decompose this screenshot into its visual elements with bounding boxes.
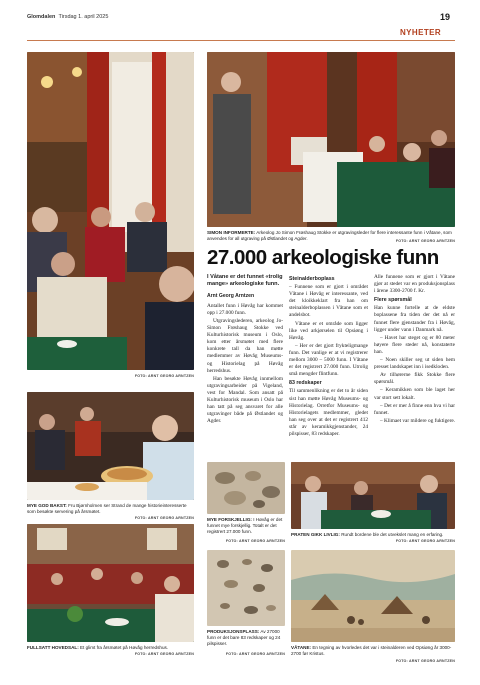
finds-credit: FOTO: ARNT GEORG ARNTZEN [225, 539, 285, 543]
bottom-left-photo [27, 524, 194, 642]
masthead [27, 14, 108, 20]
header-rule [27, 40, 455, 41]
main-photo [27, 52, 194, 370]
col3-subhead-1: Flere spørsmål [374, 297, 412, 304]
col3-p4: – Noen skiller seg ut siden hem presset landskapet inn i isedkloden. [374, 357, 455, 371]
col1-p2: Utgravingslederen, arkeolog Jo-Simon Frøshaug Stokke ved Kulturhistorisk museum i Oslo, kom etter årsmøtet med flere konkrete tall da han møtte medlemmer av Høvåg Museums- og Historielag på Høvåg herredshus. [207, 317, 283, 374]
col3-p3: – Havet har steget og er 80 meter høyere flere steder nå, konstaterte han. [374, 334, 455, 355]
article-lead: I Våtane er det funnet «trolig mange» arkeologiske funn. [207, 274, 283, 288]
issue-date: Tirsdag 1. april 2025 [58, 14, 109, 20]
chatting-photo [291, 462, 455, 529]
col3-p6: – Keramikken som ble laget her var stort sett lokalt. [374, 387, 455, 401]
top-right-photo [207, 52, 455, 227]
photo-finds-image [207, 462, 285, 514]
article-column-2 [289, 274, 368, 439]
bottom-left-caption-title: FULLSATT HOVEDSAL: [27, 645, 79, 650]
col2-subhead-1: Steinalderboplass [289, 276, 335, 282]
photo-production-image [207, 550, 285, 626]
col2-p4: Til sammenlikning er det to år siden sist han møtte Høvåg Museums- og Historielag. Orretfor Museums- og Historielagets medlemmer, gledet han seg over at det er registrert 412 står av keramikkgjenstander, 24 pilspisser, 83 redskaper. [289, 388, 368, 437]
vatane-illustration [291, 550, 455, 642]
chatting-caption [291, 532, 455, 538]
photo-hall-image [27, 524, 194, 642]
article-headline: 27.000 arkeologiske funn [207, 246, 439, 269]
col2-p1: – Funnene som er gjort i området Våtane i Høvåg er interessante, ved det kloikkeklart fra han om steinalderboplassen i Våtane som et andelsbot. [289, 284, 368, 319]
paper-name: Glomdalen [27, 14, 56, 20]
production-caption-title: PRODUKSJONSPLASS: [207, 629, 260, 634]
top-right-caption-text: Arkeolog Jo Simon Frøshaug Stokke er utgravingsleder for flere interessante funn i Våtane, som anvendes for all utgraving på Østlandet og Agder. [207, 230, 452, 241]
col2-p3: – Her er det gjort frykteligmange funn. Det vanlige er at vi registrerer mellom 3000 – 5000 funn. I Våtane er det registrert 27.000 funn. Utrolig små mengder flintfunn. [289, 342, 368, 378]
col1-p3: Han besøkte Høvåg innmellom utgravingsarbeider på Vigeland, vest for Mandal. Som ansatt på Kulturhistorisk museum i Oslo har han tatt på seg ansvaret for alle utgravinger både på Østlandet og Agder. [207, 375, 283, 425]
chatting-caption-title: PRATEN GIKK LIVLIG: [291, 532, 340, 537]
finds-caption-text: I Høvåg er det funnet mye forskjellig. Totalt er det registrert 27.000 funn. [207, 517, 283, 534]
article-column-1 [207, 274, 283, 426]
col3-p1: Alle funnene som er gjort i Våtane gjør at stedet var en produksjonsplass i årene 3300-2700 f. Kr. [374, 274, 455, 295]
vatane-caption-title: VÅTANE: [291, 645, 312, 650]
production-photo [207, 550, 285, 626]
mid-left-credit: FOTO: ARNT GEORG ARNTZEN [134, 516, 194, 520]
finds-caption-title: MYE FORSKJELLIG: [207, 517, 252, 522]
col3-p7: – Det er mer å finne enn hva vi har funnet. [374, 402, 455, 416]
photo-chatting-image [291, 462, 455, 529]
production-caption-text: Av 27000 funn er det bare 83 redskaper og 24 pilspisser. [207, 629, 281, 646]
mid-left-caption [27, 503, 194, 515]
col3-p2: Han kunne fortelle at de eldste boplassene fra tiden der det nå er funnet flere gjenstander fra i Høvåg, ligger under vann i Danmark nå. [374, 305, 455, 333]
article-byline: Arnt Georg Arntzen [207, 292, 255, 299]
mid-left-caption-title: MYE GOD BAKST: [27, 503, 67, 508]
production-caption [207, 629, 285, 647]
bottom-left-caption [27, 645, 194, 651]
finds-caption [207, 517, 285, 535]
page-number: 19 [440, 12, 451, 22]
vatane-caption [291, 645, 455, 657]
photo-speaker-image [207, 52, 455, 227]
col3-p8: – Klimaet var mildere og fuktigere. [380, 417, 456, 424]
bottom-left-caption-text: Et glimt fra årsmøtet på Høvåg herredshus. [78, 645, 169, 650]
chatting-credit: FOTO: ARNT GEORG ARNTZEN [395, 539, 455, 543]
article-column-3 [374, 274, 455, 426]
photo-audience-image [27, 52, 194, 370]
col1-p1: Antallet funn i Høvåg har kommet opp i 27.000 funn. [207, 302, 283, 316]
finds-photo [207, 462, 285, 514]
col2-p2: Våtane er et område som ligger like ved arkjørselen til Opsiøng i Høvåg. [289, 320, 368, 341]
col2-subhead-2: 83 redskaper [289, 380, 322, 387]
top-right-caption-title: SIMON INFORMERTE: [207, 230, 256, 235]
col3-p5: Av tilhørerne fikk Stokke flere spørsmål. [374, 372, 455, 386]
vatane-credit: FOTO: ARNT GEORG ARNTZEN [395, 659, 455, 663]
bottom-left-credit: FOTO: ARNT GEORG ARNTZEN [134, 652, 194, 656]
mid-left-photo [27, 392, 194, 500]
vatane-caption-text: En tegning av hvorledes det var i steinalderen ved Opsiøng år 3000-2700 før Kristus. [291, 645, 452, 656]
mid-left-caption-text: Fru Bjørnholmen ser Strand de mange historieinteresserte som besøkte servering på årsmøtet. [27, 503, 187, 514]
chatting-caption-text: Rundt bordene ble det utvekslet mang en erfaring. [339, 532, 444, 537]
section-label: NYHETER [400, 28, 442, 37]
top-right-credit: FOTO: ARNT GEORG ARNTZEN [395, 239, 455, 243]
photo-baking-image [27, 392, 194, 500]
production-credit: FOTO: ARNT GEORG ARNTZEN [225, 652, 285, 656]
stone-age-drawing-image [291, 550, 455, 642]
main-photo-credit: FOTO: ARNT GEORG ARNTZEN [134, 374, 194, 378]
